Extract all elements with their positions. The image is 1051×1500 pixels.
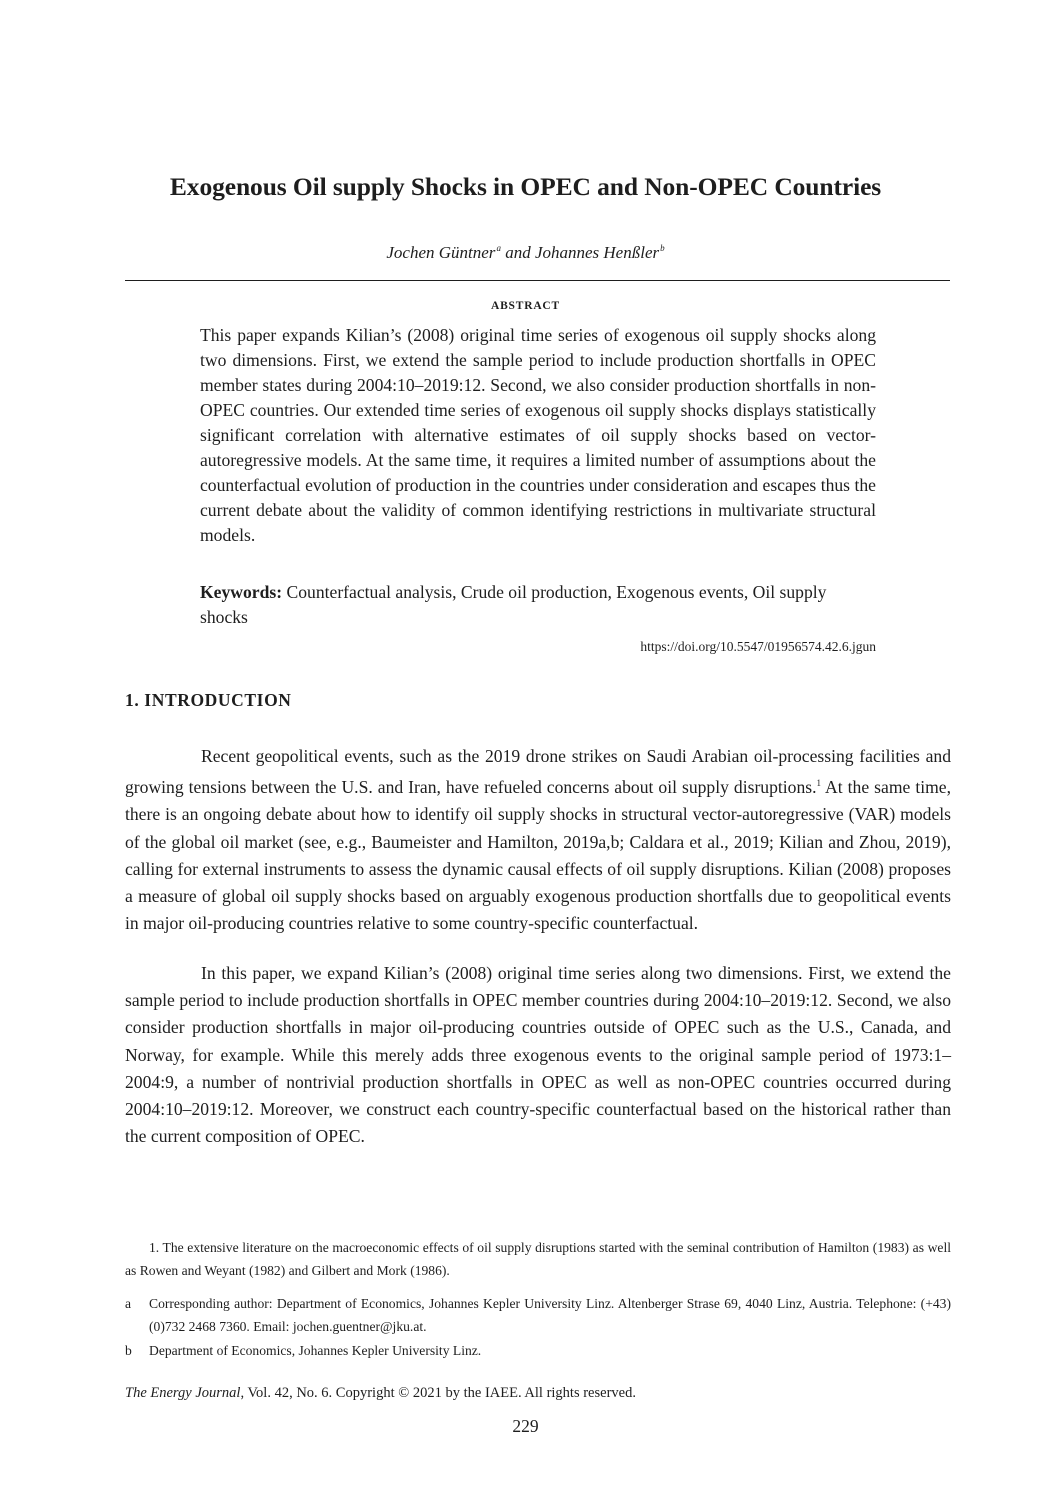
abstract-heading: ABSTRACT <box>490 300 561 312</box>
page-number: 229 <box>512 1416 539 1436</box>
affiliation-mark: a <box>496 243 501 253</box>
author-line <box>0 243 1051 263</box>
author-name: Johannes Henßler <box>534 243 660 262</box>
paragraph-text: At the same time, there is an ongoing debate about how to identify oil supply shocks in structural vector-autoregressive (VAR) models of the global oil market (see, e.g., Baumeister and Hamilton, 2019a,b; Caldara et al., 2019; Kilian and Zhou, 2019), calling for external instruments to assess the dynamic causal effects of oil supply disruptions. Kilian (2008) proposes a measure of global oil supply shocks based on arguably exogenous production shortfalls due to geopolitical events in major oil-producing countries relative to some country-specific counterfactual. <box>125 777 951 934</box>
header-rule <box>125 280 950 281</box>
footnote <box>125 1292 951 1338</box>
affiliation-mark: b <box>660 243 665 253</box>
footnote <box>125 1339 951 1362</box>
abstract-text: This paper expands Kilian’s (2008) original time series of exogenous oil supply shocks along two dimensions. First, we extend the sample period to include production shortfalls in OPEC member states during 2004:10–2019:12. Second, we also consider production shortfalls in non-OPEC countries. Our extended time series of exogenous oil supply shocks displays statistically significant correlation with alternative estimates of oil supply shocks based on vector-autoregressive models. At the same time, it requires a limited number of assumptions about the counterfactual evolution of production in the countries under consideration and escapes thus the current debate about the validity of common identifying restrictions in multivariate structural models. <box>200 325 876 545</box>
footnote-mark: a <box>125 1296 132 1311</box>
footnote-mark: b <box>125 1343 132 1358</box>
footnote: 1. The extensive literature on the macroeconomic effects of oil supply disruptions started with the seminal contribution of Hamilton (1983) as well as Rowen and Weyant (1982) and Gilbert and Mork (1986). <box>125 1240 951 1278</box>
copyright-text: , Vol. 42, No. 6. Copyright © 2021 by the IAEE. All rights reserved. <box>240 1385 636 1401</box>
paper-title: Exogenous Oil supply Shocks in OPEC and Non-OPEC Countries <box>169 172 882 201</box>
body-paragraph: In this paper, we expand Kilian’s (2008) original time series along two dimensions. First, we extend the sample period to include production shortfalls in OPEC member countries during 2004:10–2019:12. Second, we also consider production shortfalls in major oil-producing countries outside of OPEC such as the U.S., Canada, and Norway, for example. While this merely adds three exogenous events to the original sample period of 1973:1–2004:9, a number of nontrivial production shortfalls in OPEC as well as non-OPEC countries occurred during 2004:10–2019:12. Moreover, we construct each country-specific counterfactual based on the historical rather than the current composition of OPEC. <box>125 963 951 1147</box>
journal-name: The Energy Journal <box>125 1385 241 1401</box>
author-conjunction: and <box>500 243 535 262</box>
paragraph-text: Recent geopolitical events, such as the 2019 drone strikes on Saudi Arabian oil-processing facilities and growing tensions between the U.S. and Iran, have refueled concerns about oil supply disruptions. <box>125 746 951 798</box>
doi-link[interactable]: https://doi.org/10.5547/01956574.42.6.jgun <box>640 639 876 654</box>
keywords-label: Keywords: <box>200 582 283 602</box>
journal-footer <box>125 1385 636 1402</box>
section-heading: 1. INTRODUCTION <box>125 690 292 710</box>
body-paragraph <box>125 743 951 937</box>
author-name: Jochen Güntner <box>386 243 496 262</box>
footnote-text: Corresponding author: Department of Economics, Johannes Kepler University Linz. Altenberger Strase 69, 4040 Linz, Austria. Telephone: (+43)(0)732 2468 7360. Email: jochen.guentner@jku.at. <box>149 1296 951 1334</box>
keywords-text: Counterfactual analysis, Crude oil production, Exogenous events, Oil supply shocks <box>200 582 827 627</box>
footnote-ref[interactable]: 1 <box>816 778 822 789</box>
footnote-text: Department of Economics, Johannes Kepler University Linz. <box>149 1343 482 1358</box>
keywords <box>200 580 876 630</box>
